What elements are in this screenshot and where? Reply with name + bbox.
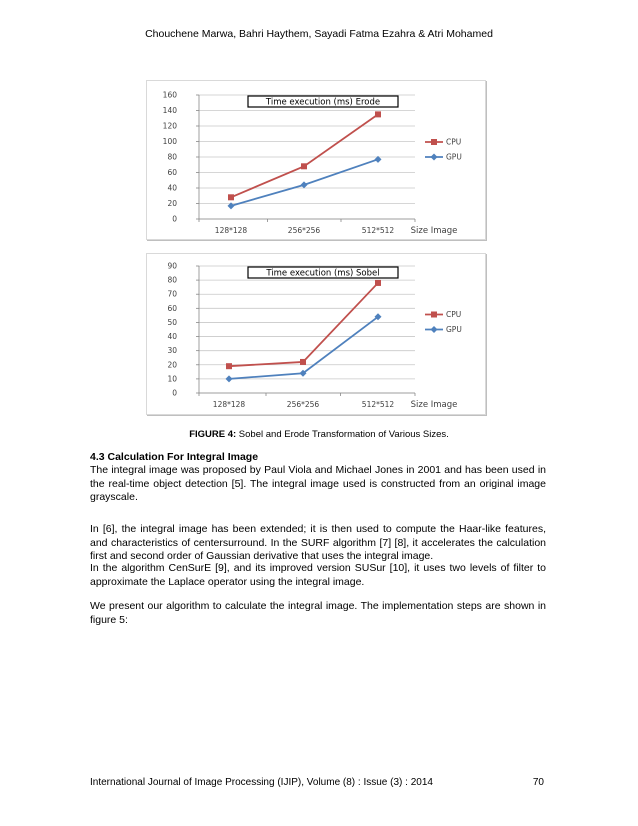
erode-ytick-label-8: 160 — [162, 90, 177, 100]
figure-caption-text: Sobel and Erode Transformation of Various Sizes. — [236, 429, 449, 440]
paragraph-1: The integral image was proposed by Paul Viola and Michael Jones in 2001 and has been used in the real-time object detection [5]. The integral image used is constructed from an original image grayscale. — [90, 464, 546, 503]
erode-legend-gpu-label: GPU — [446, 152, 462, 162]
paragraph-3: In the algorithm CenSurE [9], and its improved version SUSur [10], it uses two levels of filter to approximate the Laplace operator using the integral image. — [90, 562, 546, 588]
erode-legend-gpu-marker — [431, 154, 438, 161]
sobel-series-gpu-point-0 — [226, 375, 233, 382]
erode-ytick-label-0: 0 — [172, 214, 177, 224]
erode-series-cpu-point-0 — [228, 194, 234, 200]
sobel-xtick-label-0: 128*128 — [212, 400, 246, 409]
paragraph-4: We present our algorithm to calculate the integral image. The implementation steps are shown in figure 5: — [90, 600, 546, 626]
sobel-ytick-label-0: 0 — [172, 388, 177, 398]
erode-xtick-label-1: 256*256 — [287, 226, 321, 235]
erode-ytick-label-4: 80 — [167, 152, 177, 162]
erode-ytick-label-6: 120 — [162, 121, 177, 131]
paragraph-2: In [6], the integral image has been extended; it is then used to compute the Haar-like features, and characteristics of centersurround. In the SURF algorithm [7] [8], it accelerates the calculation first and second order of Gaussian derivative that uses the integral image. — [90, 523, 546, 562]
sobel-legend-cpu-label: CPU — [446, 310, 462, 319]
erode-x-axis-label: Size Image — [410, 226, 458, 236]
sobel-legend-cpu-marker — [431, 312, 437, 318]
erode-chart-svg — [147, 81, 485, 239]
erode-series-cpu-point-2 — [375, 111, 381, 117]
erode-legend-cpu-marker — [431, 139, 437, 145]
sobel-ytick-label-9: 90 — [167, 261, 177, 271]
sobel-x-axis-label: Size Image — [410, 400, 458, 410]
section-title: 4.3 Calculation For Integral Image — [90, 451, 259, 463]
sobel-xtick-label-2: 512*512 — [361, 400, 395, 409]
sobel-ytick-label-7: 70 — [167, 289, 177, 299]
erode-series-cpu-point-1 — [301, 163, 307, 169]
sobel-chart — [146, 253, 486, 415]
erode-xtick-label-2: 512*512 — [361, 226, 395, 235]
sobel-series-gpu-line — [229, 317, 378, 379]
erode-ytick-label-7: 140 — [162, 106, 177, 115]
sobel-ytick-label-2: 20 — [167, 360, 177, 370]
sobel-xtick-label-1: 256*256 — [286, 400, 320, 409]
erode-ytick-label-2: 40 — [167, 183, 177, 193]
sobel-series-cpu-point-2 — [375, 280, 381, 286]
erode-series-gpu-point-1 — [301, 181, 308, 188]
figure-caption — [0, 429, 638, 440]
footer-page-number: 70 — [532, 777, 544, 788]
sobel-ytick-label-1: 10 — [167, 374, 177, 384]
figure-caption-label: FIGURE 4: — [189, 429, 237, 440]
erode-ytick-label-5: 100 — [162, 137, 177, 146]
erode-chart — [146, 80, 486, 240]
sobel-ytick-label-8: 80 — [167, 275, 177, 285]
erode-ytick-label-1: 20 — [167, 199, 177, 208]
page-header: Chouchene Marwa, Bahri Haythem, Sayadi Fatma Ezahra & Atri Mohamed — [145, 28, 493, 40]
sobel-series-cpu-point-1 — [300, 359, 306, 365]
sobel-chart-title: Time execution (ms) Sobel — [266, 268, 380, 279]
footer-journal: International Journal of Image Processing (IJIP), Volume (8) : Issue (3) : 2014 — [90, 777, 433, 788]
erode-chart-title: Time execution (ms) Erode — [265, 97, 381, 108]
erode-ytick-label-3: 60 — [167, 168, 177, 177]
erode-legend-cpu-label: CPU — [446, 137, 462, 147]
sobel-legend-gpu-label: GPU — [446, 325, 462, 334]
sobel-ytick-label-4: 40 — [167, 332, 177, 342]
sobel-legend-gpu-marker — [431, 326, 438, 333]
sobel-series-cpu-point-0 — [226, 363, 232, 369]
sobel-ytick-label-3: 30 — [167, 346, 177, 356]
sobel-ytick-label-5: 50 — [167, 317, 177, 327]
sobel-ytick-label-6: 60 — [167, 303, 177, 313]
sobel-series-cpu-line — [229, 283, 378, 366]
erode-xtick-label-0: 128*128 — [214, 226, 248, 235]
sobel-chart-svg — [147, 254, 485, 414]
